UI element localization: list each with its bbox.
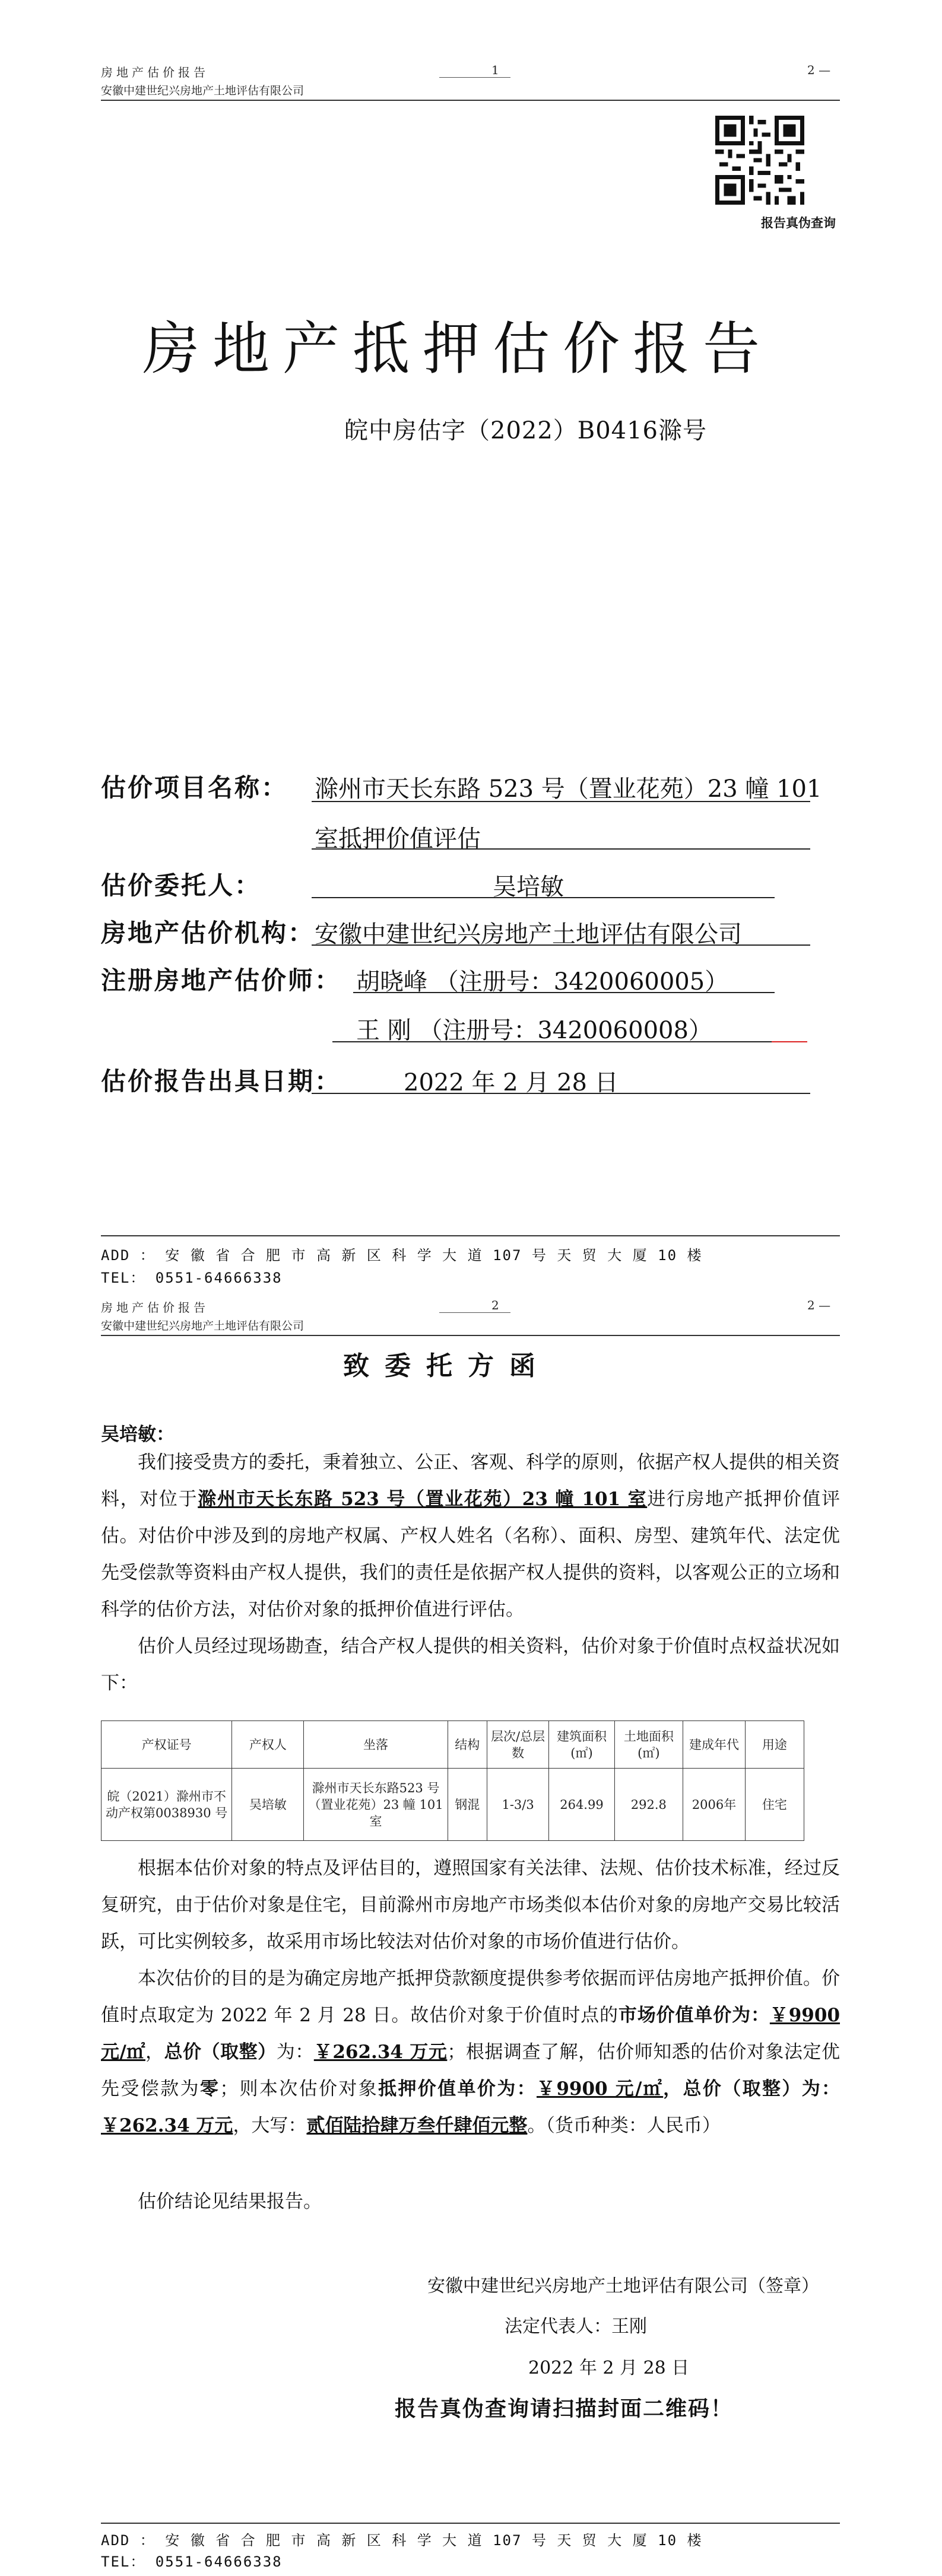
cell-location: 滁州市天长东路523 号（置业花苑）23 幢 101 室 (304, 1769, 448, 1841)
header-page-underline (439, 1312, 510, 1313)
table-row (102, 1769, 804, 1841)
qr-code-icon[interactable] (715, 116, 804, 205)
cell-floors: 1-3/3 (487, 1769, 549, 1841)
col-building-area: 建筑面积(㎡) (549, 1721, 614, 1769)
header-page-underline (439, 77, 510, 78)
signoff-company: 安徽中建世纪兴房地产土地评估有限公司（签章） (427, 2276, 819, 2297)
header-company: 安徽中建世纪兴房地产土地评估有限公司 (101, 84, 305, 97)
appraiser-2: 王 刚 （注册号：3420060008） (356, 1017, 712, 1044)
cell-owner: 吴培敏 (232, 1769, 304, 1841)
footer-tel: TEL： 0551-64666338 (101, 1270, 283, 1286)
col-structure: 结构 (448, 1721, 487, 1769)
footer-address: ADD ： 安 徽 省 合 肥 市 高 新 区 科 学 大 道 107 号 天 贸 大 厦 10 楼 (101, 2532, 703, 2549)
col-cert-no: 产权证号 (102, 1721, 232, 1769)
signoff-date: 2022 年 2 月 28 日 (528, 2358, 690, 2378)
project-label: 估价项目名称： (101, 773, 288, 802)
report-title: 房地产抵押估价报告 (142, 316, 773, 382)
project-underline-1 (312, 801, 810, 802)
cell-cert-no: 皖（2021）滁州市不动产权第0038930 号 (102, 1769, 232, 1841)
header-right-marker: 2 — (807, 1298, 831, 1312)
table-header-row (102, 1721, 804, 1769)
qr-caption: 报告真伪查询 (761, 215, 836, 230)
appraiser-2-red-mark (772, 1041, 807, 1042)
cell-land-area: 292.8 (614, 1769, 683, 1841)
appraiser-1-underline (353, 992, 775, 993)
client-underline (312, 897, 775, 898)
paragraph-3: 根据本估价对象的特点及评估目的，遵照国家有关法律、法规、估价技术标准，经过反复研究，由于估价对象是住宅，目前滁州市房地产市场类似本估价对象的房地产交易比较活跃，可比实例较多，故采用市场比较法对估价对象的市场价值进行估价。 (101, 1858, 840, 1952)
footer-address: ADD ： 安 徽 省 合 肥 市 高 新 区 科 学 大 道 107 号 天 贸 大 厦 10 楼 (101, 1247, 703, 1264)
footer-tel: TEL： 0551-64666338 (101, 2553, 283, 2570)
salutation: 吴培敏： (101, 1424, 175, 1445)
report-number: 皖中房估字（2022）B0416滁号 (344, 417, 707, 444)
client-value: 吴培敏 (493, 873, 564, 901)
col-owner: 产权人 (232, 1721, 304, 1769)
appraiser-1: 胡晓峰 （注册号：3420060005） (356, 968, 729, 996)
project-value-line1: 滁州市天长东路 523 号（置业花苑）23 幢 101 (315, 775, 822, 803)
col-land-area: 土地面积(㎡) (614, 1721, 683, 1769)
paragraph-4: 本次估价的目的是为确定房地产抵押贷款额度提供参考依据而评估房地产抵押价值。价值时点取定为 2022 年 2 月 28 日。故估价对象于价值时点的市场价值单价为：￥9900 元/㎡，总价（取整）为：￥262.34 万元；根据调查了解，估价师知悉的估价对象法定优先受偿款为零；则本次估价对象抵押价值单价为：￥9900 元/㎡，总价（取整）为：￥262.34 万元，大写：贰佰陆拾肆万叁仟肆佰元整。（货币种类：人民币） (101, 1968, 840, 2136)
project-value-line2: 室抵押价值评估 (315, 825, 481, 853)
footer-rule (101, 2523, 840, 2524)
date-label: 估价报告出具日期： (101, 1067, 342, 1096)
authenticity-notice: 报告真伪查询请扫描封面二维码！ (395, 2396, 734, 2421)
header-page-number: 1 (491, 63, 499, 77)
footer-rule (101, 1235, 840, 1236)
header-rule (101, 1335, 840, 1336)
col-usage: 用途 (745, 1721, 804, 1769)
date-value: 2022 年 2 月 28 日 (404, 1069, 619, 1096)
col-floors: 层次/总层数 (487, 1721, 549, 1769)
cell-building-area: 264.99 (549, 1769, 614, 1841)
col-location: 坐落 (304, 1721, 448, 1769)
header-rule (101, 100, 840, 101)
cell-year: 2006年 (683, 1769, 746, 1841)
appraiser-2-underline (332, 1041, 775, 1042)
agency-value: 安徽中建世纪兴房地产土地评估有限公司 (315, 921, 742, 948)
property-table (101, 1720, 804, 1841)
header-page-number: 2 (491, 1298, 499, 1312)
header-report-type: 房地产估价报告 (101, 1300, 209, 1315)
header-right-marker: 2 — (807, 63, 831, 77)
appraiser-label: 注册房地产估价师： (101, 966, 342, 995)
header-report-type: 房地产估价报告 (101, 65, 209, 79)
cell-usage: 住宅 (745, 1769, 804, 1841)
client-label: 估价委托人： (101, 871, 262, 900)
paragraph-1: 我们接受贵方的委托，秉着独立、公正、客观、科学的原则，依据产权人提供的相关资料，对位于滁州市天长东路 523 号（置业花苑）23 幢 101 室进行房地产抵押价值评估。对估价中涉及到的房地产权属、产权人姓名（名称）、面积、房型、建筑年代、法定优先受偿款等资料由产权人提供，我们的责任是依据产权人提供的资料，以客观公正的立场和科学的估价方法，对估价对象的抵押价值进行评估。 (101, 1452, 840, 1620)
agency-underline (312, 944, 810, 946)
letter-title: 致委托方函 (343, 1351, 551, 1381)
date-underline (312, 1093, 810, 1094)
agency-label: 房地产估价机构： (101, 918, 315, 947)
signoff-representative: 法定代表人：王刚 (505, 2316, 647, 2337)
project-underline-2 (312, 848, 810, 850)
cell-structure: 钢混 (448, 1769, 487, 1841)
paragraph-5: 估价结论见结果报告。 (138, 2191, 322, 2212)
col-year: 建成年代 (683, 1721, 746, 1769)
header-company: 安徽中建世纪兴房地产土地评估有限公司 (101, 1319, 305, 1332)
paragraph-2: 估价人员经过现场勘查，结合产权人提供的相关资料，估价对象于价值时点权益状况如下： (101, 1636, 840, 1694)
